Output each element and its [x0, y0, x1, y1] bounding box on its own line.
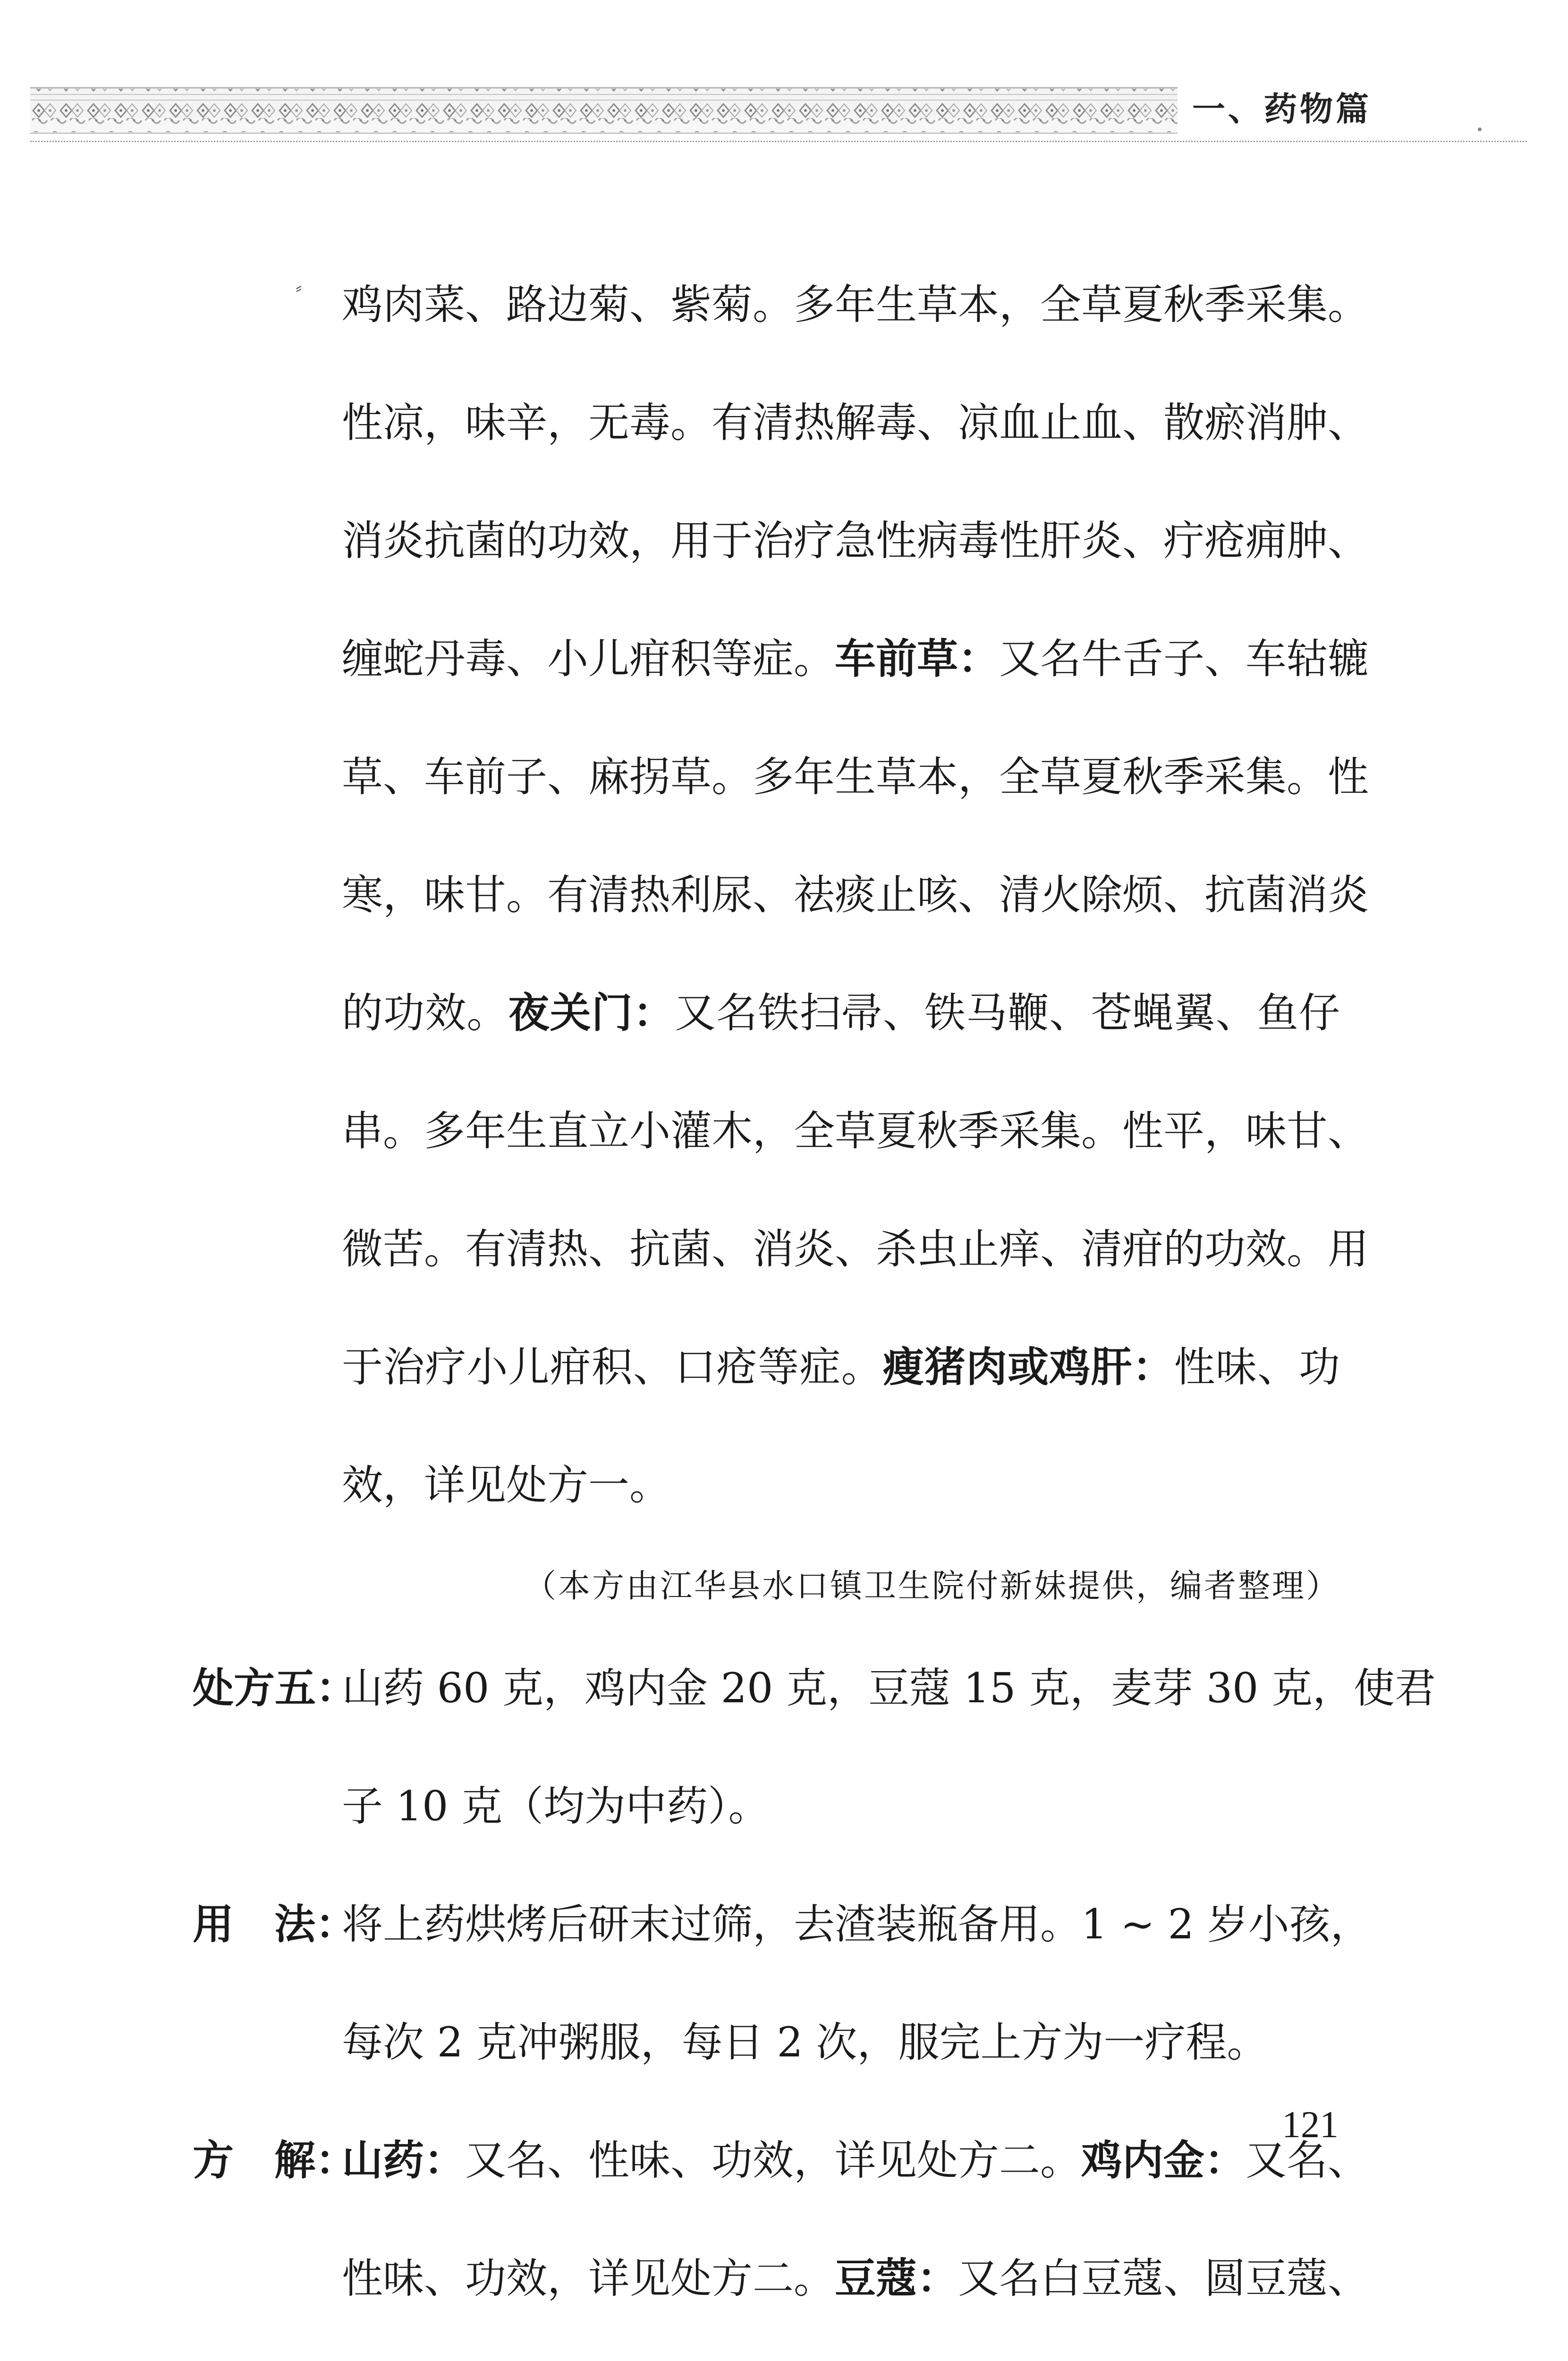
page-number: 121 [1282, 2104, 1339, 2146]
text-line: 微苦。有清热、抗菌、消炎、杀虫止痒、清疳的功效。用 [342, 1225, 1369, 1273]
header-divider [30, 141, 1527, 142]
text-fragment: 的功效。 [342, 989, 509, 1037]
scan-speck [1478, 127, 1482, 131]
ornament-pattern [30, 71, 1178, 142]
text-fragment: 又名铁扫帚、铁马鞭、苍蝇翼、鱼仔 [675, 989, 1340, 1037]
prescription-five [193, 1629, 1436, 1747]
text-line [193, 954, 1340, 1072]
text-fragment: 缠蛇丹毒、小儿疳积等症。 [342, 635, 835, 683]
prescription-label: 处方五： [193, 1664, 357, 1712]
margin-mark: ⸗ [296, 277, 302, 298]
text-fragment: 性味、功 [1174, 1343, 1340, 1391]
text-fragment: 又名牛舌子、车轱辘 [999, 635, 1369, 683]
text-line: 子 10 克（均为中药）。 [342, 1782, 770, 1830]
text-line: 效，详见处方一。 [342, 1461, 670, 1509]
herb-name-yeguanmen: 夜关门： [508, 989, 675, 1037]
herb-name-shouzhurou: 瘦猪肉或鸡肝： [882, 1343, 1174, 1391]
usage-section-cont [193, 1983, 1340, 2101]
text-line: 山药：又名、性味、功效，详见处方二。鸡内金：又名、 [342, 2136, 1369, 2184]
text-line: 寒，味甘。有清热利尿、祛痰止咳、清火除烦、抗菌消炎 [342, 871, 1369, 919]
text-line: 鸡肉菜、路边菊、紫菊。多年生草本，全草夏秋季采集。 [342, 280, 1369, 329]
herb-name-shanyao: 山药： [342, 2136, 465, 2184]
text-line [193, 1308, 1340, 1426]
section-title: 一、药物篇 [1192, 89, 1372, 128]
text-line: 消炎抗菌的功效，用于治疗急性病毒性肝炎、疔疮痈肿、 [342, 517, 1369, 565]
text-line: 山药 60 克，鸡内金 20 克，豆蔻 15 克，麦芽 30 克，使君 [342, 1664, 1436, 1712]
explanation-label: 方 解： [193, 2136, 356, 2184]
text-line: 性味、功效，详见处方二。豆蔻：又名白豆蔻、圆豆蔻、 [342, 2254, 1369, 2302]
text-line [193, 600, 1369, 718]
credit-line: （本方由江华县水口镇卫生院付新妹提供，编者整理） [524, 1568, 1340, 1605]
herb-name-jineijin: 鸡内金： [1081, 2136, 1246, 2184]
text-line [193, 2337, 1340, 2361]
text-line: 性凉，味辛，无毒。有清热解毒、凉血止血、散瘀消肿、 [342, 399, 1369, 447]
herb-name-doukou: 豆蔻： [835, 2254, 958, 2302]
usage-label: 用 法： [193, 1900, 356, 1948]
page-body [193, 246, 1436, 2361]
text-line: 将上药烘烤后研末过筛，去渣装瓶备用。1 ~ 2 岁小孩， [342, 1900, 1372, 1948]
prescription-five-cont [193, 1747, 1340, 1865]
header-ornament-band [30, 71, 1178, 142]
explanation-section [193, 2101, 1369, 2219]
herb-name-cheqiancao: 车前草： [835, 635, 999, 683]
text-fragment: 于治疗小儿疳积、口疮等症。 [342, 1343, 883, 1391]
usage-section [193, 1865, 1372, 1983]
text-line: 每次 2 克冲粥服，每日 2 次，服完上方为一疗程。 [342, 2018, 1268, 2066]
text-line: 串。多年生直立小灌木，全草夏秋季采集。性平，味甘、 [342, 1107, 1369, 1155]
text-line: 草、车前子、麻拐草。多年生草本，全草夏秋季采集。性 [342, 753, 1369, 801]
